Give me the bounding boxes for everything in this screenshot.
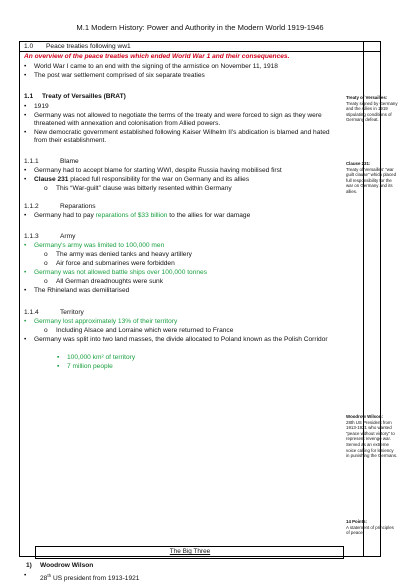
- glossary-entry: [346, 519, 398, 536]
- bullet-text: Germany lost approximately 13% of their territory: [34, 318, 178, 325]
- glossary-term: 14 Points:: [346, 519, 367, 524]
- bullet-icon: •: [24, 167, 27, 174]
- bullet-icon: •: [24, 318, 27, 325]
- bullet-icon: •: [24, 242, 27, 249]
- bullet-text: Germany's army was limited to 100,000 men: [34, 242, 165, 249]
- glossary-term: Woodrow Wilson:: [346, 414, 383, 419]
- bullet-icon: •: [24, 63, 27, 70]
- square-bullet-icon: ▪: [57, 354, 60, 361]
- section-question: An overview of the peace treaties which ended World War 1 and their consequences.: [24, 53, 290, 60]
- sub-bullet-text: Air force and submarines were forbidden: [56, 260, 175, 267]
- circle-bullet-icon: o: [44, 327, 48, 334]
- bullet-icon: •: [24, 287, 27, 294]
- circle-bullet-icon: o: [44, 251, 48, 258]
- circle-bullet-icon: o: [44, 260, 48, 267]
- notes-table: [19, 41, 398, 583]
- bullet-text: [40, 572, 139, 583]
- bullet-icon: •: [24, 103, 27, 110]
- section-number: 1.1: [24, 93, 34, 100]
- bullet-text: The Rhineland was demilitarised: [34, 287, 130, 294]
- bullet-text: [34, 176, 249, 184]
- glossary-entry: [346, 161, 398, 195]
- glossary-term: Treaty of Versailles:: [346, 95, 388, 100]
- list-number: 1): [26, 562, 32, 569]
- page-title: M.1 Modern History: Power and Authority in the Modern World 1919-1946: [76, 23, 324, 32]
- bullet-icon: •: [24, 176, 27, 183]
- sub-bullet-text: This “War-guilt” clause was bitterly resented within Germany: [56, 185, 232, 192]
- bullet-icon: •: [24, 129, 27, 136]
- sub-sub-bullet-text: 7 million people: [67, 363, 113, 370]
- section-heading: Peace treaties following ww1: [46, 43, 131, 50]
- glossary-term: Clause 231:: [346, 161, 371, 166]
- section-heading: Treaty of Versailles (BRAT): [42, 93, 126, 100]
- bullet-icon: •: [24, 572, 27, 579]
- bullet-text: New democratic government established following Kaiser Wilhelm II's abdication is blamed and hated from their establishment.: [34, 129, 330, 144]
- clause-text: placed full responsibility for the war on Germany and its allies: [68, 176, 250, 183]
- bullet-text: The post war settlement comprised of six separate treaties: [34, 72, 205, 79]
- sub-bullet-text: All German dreadnoughts were sunk: [56, 278, 164, 285]
- square-bullet-icon: ▪: [57, 363, 60, 370]
- bullet-icon: •: [24, 269, 27, 276]
- highlight-amount: reparations of $33 billion: [95, 212, 168, 219]
- bullet-text: [34, 212, 250, 220]
- glossary-entry: [346, 95, 398, 123]
- section-number: 1.1.4: [24, 309, 39, 316]
- circle-bullet-icon: o: [44, 278, 48, 285]
- sub-bullet-text: The army was denied tanks and heavy artillery: [56, 251, 192, 258]
- text-run: Germany had to pay: [34, 212, 96, 219]
- bullet-icon: •: [24, 72, 27, 79]
- bullet-icon: •: [24, 336, 27, 343]
- sub-sub-bullet-text: 100,000 km² of territory: [67, 354, 136, 361]
- bullet-text: World War I came to an end with the signing of the armistice on November 11, 1918: [34, 63, 278, 70]
- header-row-divider: [20, 51, 380, 52]
- glossary-definition: 28th US President from 1913-1921 who wanted “peace without victory” to represent revenge war. Served as an extreme voice calling for leniency in punishing the Germans.: [346, 419, 398, 459]
- section-number: 1.1.3: [24, 233, 39, 240]
- section-number: 1.1.1: [24, 158, 39, 165]
- big-three-title: The Big Three: [169, 548, 211, 555]
- glossary-definition: Treaty of Versailles' “war guilt clause” which placed full responsibility for the war on Germany and its allies.: [346, 166, 397, 194]
- text-run: 28: [40, 575, 48, 583]
- section-heading: Blame: [60, 158, 79, 165]
- glossary-definition: A statement of principles of peace: [346, 524, 394, 536]
- clause-term: Clause 231: [34, 176, 69, 183]
- bullet-text: Germany was not allowed to negotiate the terms of the treaty and were forced to sign as they were threatened with annexation and colonisation from Allied powers.: [34, 112, 322, 127]
- bullet-text: Germany was split into two land masses, the divide allocated to Poland known as the Polish Corridor: [34, 336, 328, 343]
- text-run: to the allies for war damage: [167, 212, 251, 219]
- sub-bullet-text: Including Alsace and Lorraine which were returned to France: [56, 327, 234, 334]
- bullet-text: Germany had to accept blame for starting WWI, despite Russia having mobilised first: [34, 167, 282, 174]
- section-number: 1.0: [24, 43, 34, 50]
- text-run: US president from 1913-1921: [51, 575, 140, 583]
- circle-bullet-icon: o: [44, 185, 48, 192]
- glossary-definition: Treaty signed by Germany and the Allies in 1919 stipulating conditions of Germany defeat.: [346, 100, 398, 123]
- section-number: 1.1.2: [24, 203, 39, 210]
- person-name: Woodrow Wilson: [40, 562, 94, 569]
- bullet-icon: •: [24, 112, 27, 119]
- glossary-entry: [346, 414, 398, 459]
- bullet-icon: •: [24, 212, 27, 219]
- ordinal-suffix: th: [47, 573, 52, 578]
- bullet-text: 1919: [34, 103, 49, 110]
- bullet-text: Germany was not allowed battle ships over 100,000 tonnes: [34, 269, 208, 276]
- section-heading: Reparations: [60, 203, 96, 210]
- section-heading: Territory: [60, 309, 84, 316]
- section-heading: Army: [60, 233, 76, 240]
